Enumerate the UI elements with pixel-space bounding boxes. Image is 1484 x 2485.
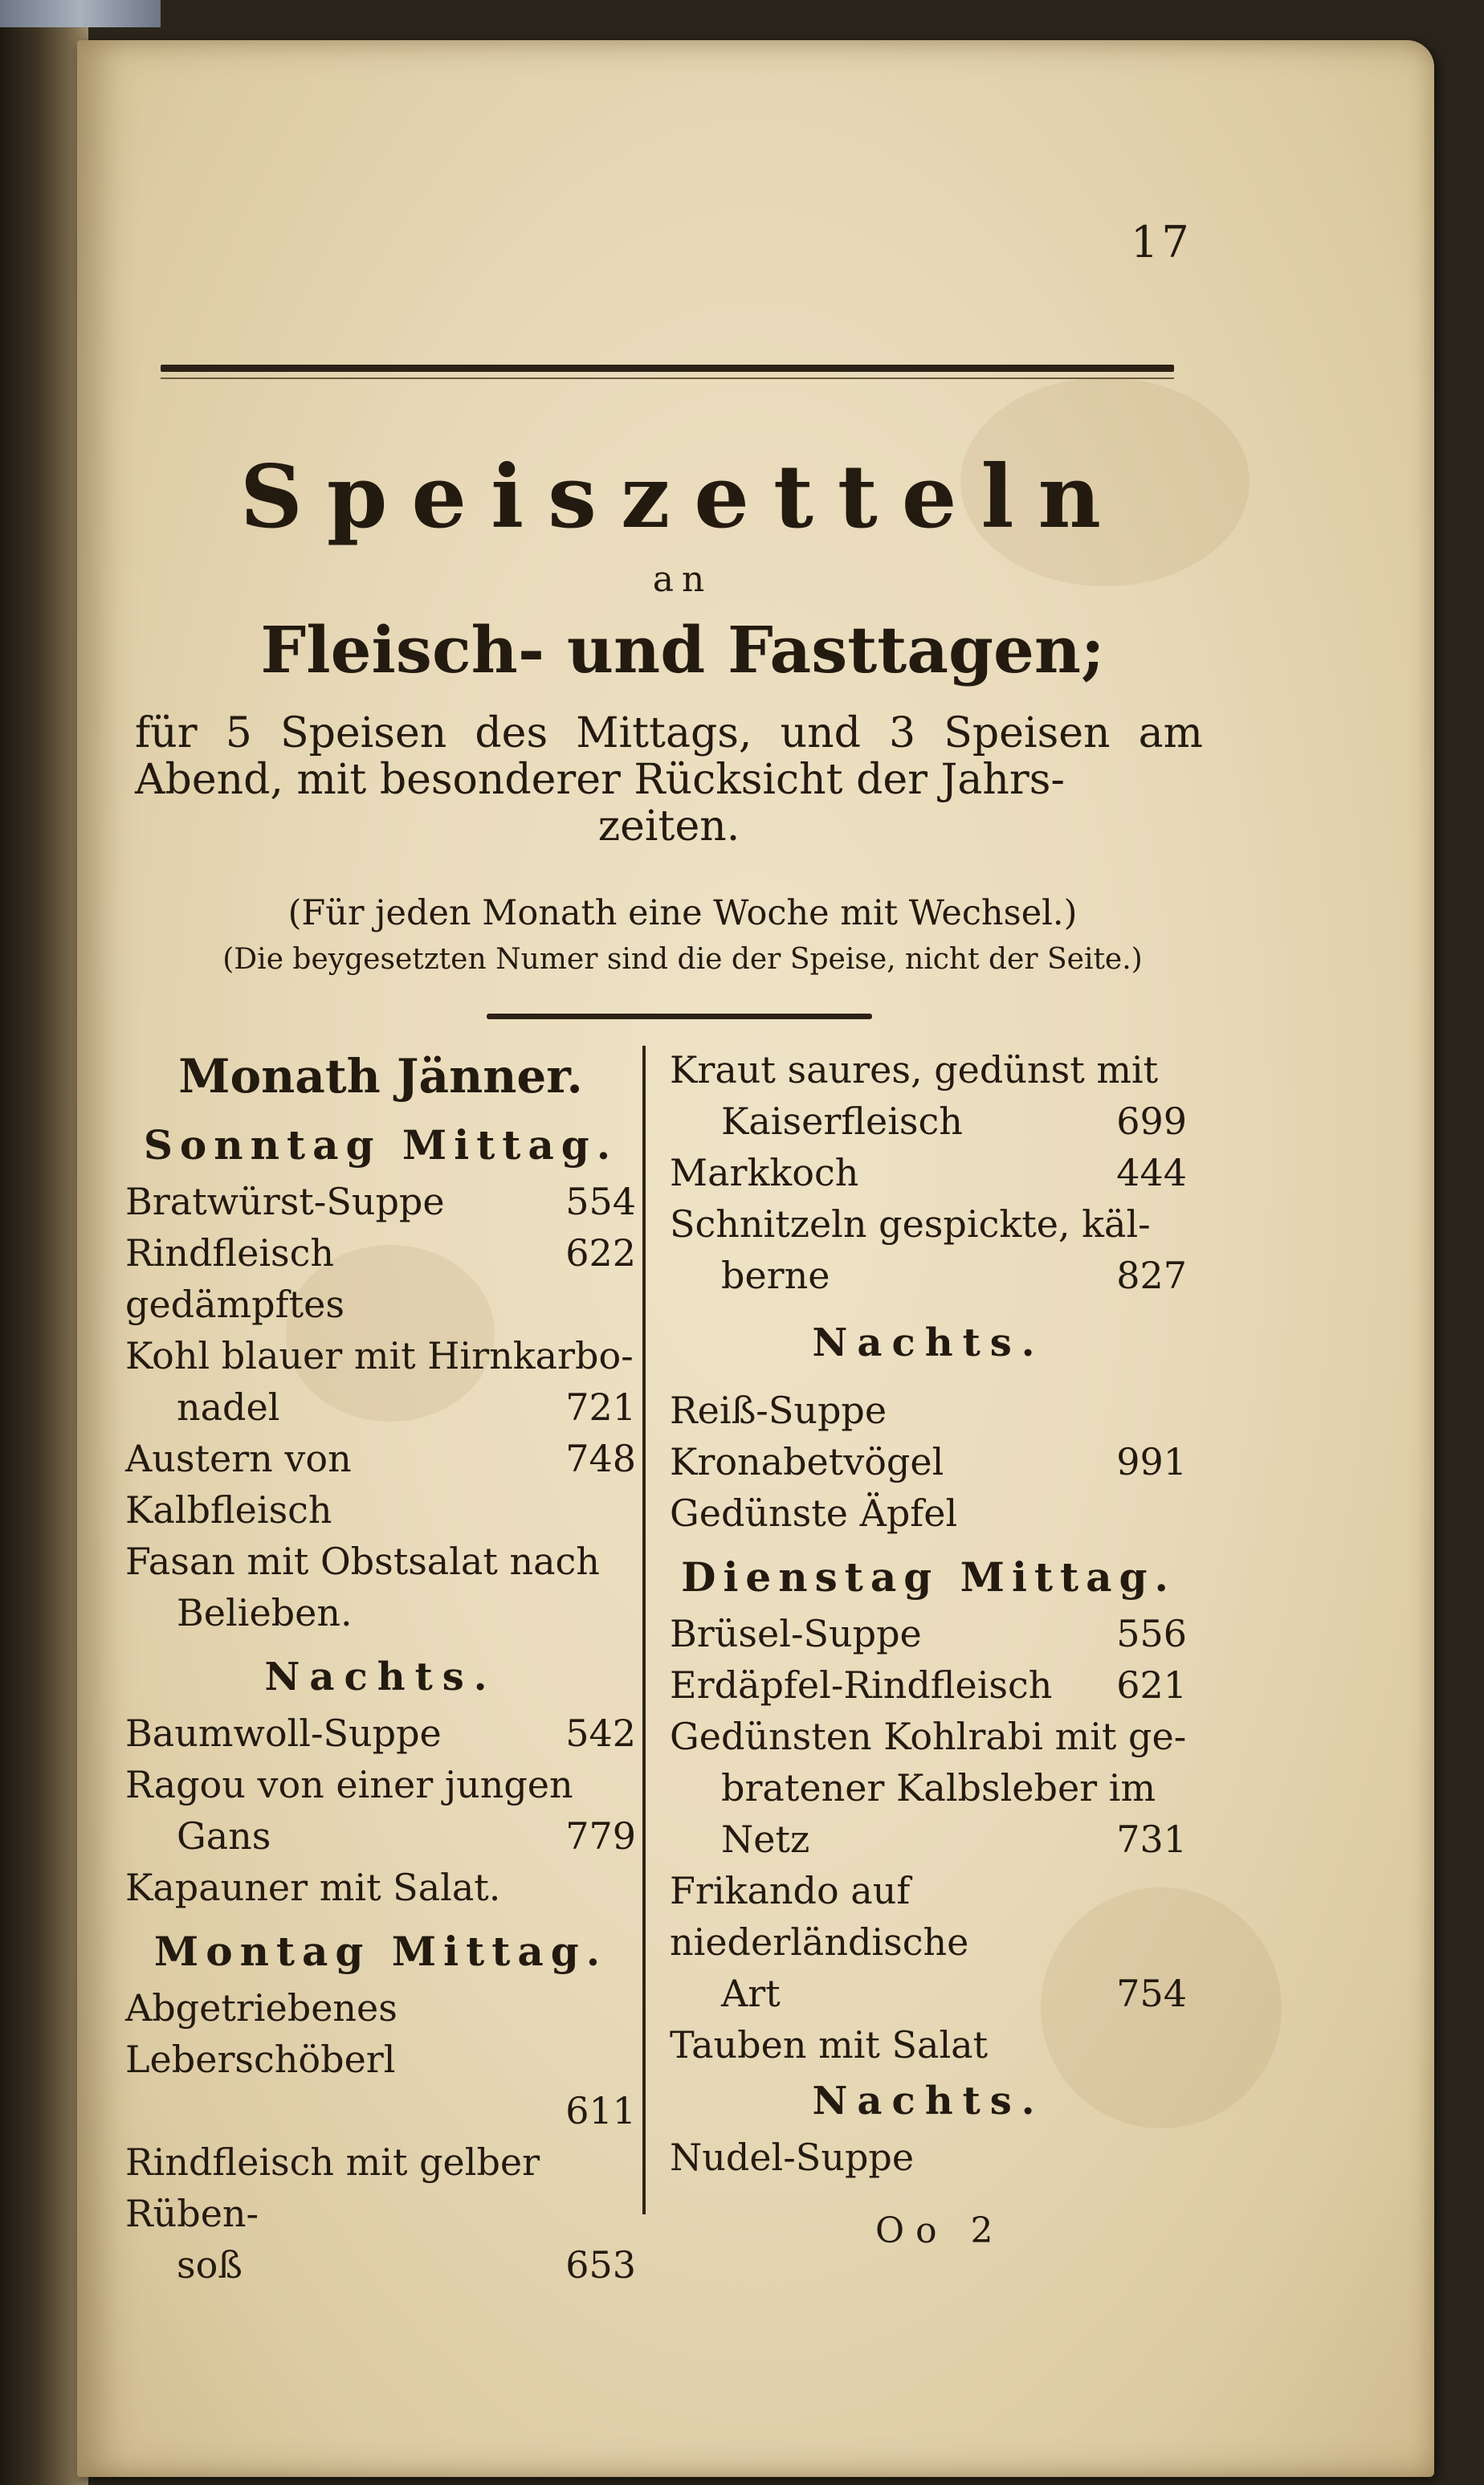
book-binding (0, 0, 88, 2485)
dish-name-cont: Belieben. (177, 1591, 353, 1634)
dish-number: 721 (565, 1385, 636, 1429)
column-divider (642, 1046, 646, 2214)
dish-name: Bratwürst-Suppe (125, 1180, 445, 1223)
dish-name: Rindfleisch mit gelber Rüben- (125, 2140, 540, 2235)
header-rule-thin (161, 377, 1174, 379)
menu-entry (670, 1198, 1187, 1301)
dish-name-cont: Netz (721, 1818, 810, 1861)
dish-name: Gedünsten Kohlrabi mit ge- (670, 1715, 1187, 1758)
menu-entry (670, 1659, 1187, 1711)
page-subtitle: Fleisch- und Fasttagen; (260, 612, 1105, 688)
dish-name: Ragou von einer jungen (125, 1763, 573, 1806)
nachts-heading: Nachts. (264, 1655, 497, 1700)
dish-number: 731 (1116, 1818, 1187, 1861)
dish-name: Markkoch (670, 1151, 859, 1194)
menu-entry (670, 1487, 1187, 1539)
day-heading-dienstag: Dienstag Mittag. (681, 1553, 1176, 1601)
menu-entry (125, 1982, 636, 2136)
menu-entry (125, 1433, 636, 1536)
dish-number: 556 (1116, 1612, 1187, 1655)
dish-number: 779 (565, 1814, 636, 1858)
dish-name: Frikando auf niederländische (670, 1869, 969, 1964)
month-heading: Monath Jänner. (178, 1049, 583, 1104)
dish-number: 444 (1116, 1151, 1187, 1194)
menu-entry (125, 1759, 636, 1862)
dish-number: 827 (1116, 1254, 1187, 1297)
description-line: Abend, mit besonderer Rücksicht der Jahrs- (135, 756, 1065, 804)
dish-name: Brüsel-Suppe (670, 1612, 922, 1655)
dish-name-cont: Art (721, 1972, 781, 2015)
menu-entry (125, 1708, 636, 1759)
left-column (125, 1044, 636, 2291)
nachts-heading: Nachts. (812, 1320, 1045, 1365)
day-heading-montag: Montag Mittag. (153, 1928, 608, 1975)
menu-entry (670, 1436, 1187, 1487)
menu-entry (670, 1044, 1187, 1147)
dish-name-cont: soß (177, 2243, 243, 2287)
dish-name: Kapauner mit Salat. (125, 1866, 501, 1909)
note-weekly-change: (Für jeden Monath eine Woche mit Wechsel.) (287, 893, 1078, 933)
note-numbers: (Die beygesetzten Numer sind die der Speise, nicht der Seite.) (222, 943, 1143, 976)
day-heading-sonntag: Sonntag Mittag. (143, 1121, 618, 1169)
dish-number: 554 (565, 1180, 636, 1223)
menu-entry (670, 2019, 1187, 2071)
dish-name-cont: berne (721, 1254, 830, 1297)
description-line: für 5 Speisen des Mittags, und 3 Speisen am (135, 709, 1203, 757)
dish-name: Kraut saures, gedünst mit (670, 1048, 1159, 1092)
dish-number: 622 (565, 1231, 636, 1275)
page-title: Speiszetteln (239, 447, 1126, 548)
dish-name-cont: nadel (177, 1385, 280, 1429)
nachts-heading: Nachts. (812, 2079, 1045, 2124)
description (135, 710, 1203, 850)
dish-name: Nudel-Suppe (670, 2136, 915, 2179)
menu-entry (670, 1711, 1187, 1865)
description-line: zeiten. (597, 802, 740, 851)
dish-name-cont: Kaiserfleisch (721, 1100, 963, 1143)
dish-number: 754 (1116, 1972, 1187, 2015)
dish-name: Austern von Kalbfleisch (125, 1437, 352, 1532)
dish-number: 611 (565, 2089, 636, 2132)
signature-mark: Oo 2 (875, 2210, 1005, 2251)
dish-name-cont: Gans (177, 1814, 271, 1858)
dish-name-cont: bratener Kalbsleber im (721, 1766, 1156, 1810)
binding-edge-strip (0, 0, 161, 27)
right-column (670, 1044, 1187, 2183)
page-number: 17 (1131, 217, 1192, 267)
menu-entry (125, 1536, 636, 1638)
menu-entry (670, 2132, 1187, 2183)
dish-number: 653 (565, 2243, 636, 2287)
menu-entry (670, 1608, 1187, 1659)
dish-name: Abgetriebenes Leberschöberl (125, 1986, 398, 2081)
dish-name: Gedünste Äpfel (670, 1491, 958, 1535)
dish-name: Kohl blauer mit Hirnkarbo- (125, 1334, 634, 1377)
menu-entry (670, 1385, 1187, 1436)
header-rule (161, 365, 1174, 372)
menu-entry (670, 1147, 1187, 1198)
menu-entry (125, 1176, 636, 1227)
dish-number: 991 (1116, 1440, 1187, 1483)
dish-number: 699 (1116, 1100, 1187, 1143)
menu-entry (125, 1330, 636, 1433)
dish-name: Erdäpfel-Rindfleisch (670, 1663, 1053, 1707)
dish-number: 542 (565, 1712, 636, 1755)
dish-name: Rindfleisch gedämpftes (125, 1231, 344, 1326)
dish-name: Tauben mit Salat (670, 2023, 989, 2067)
dish-name: Kronabetvögel (670, 1440, 944, 1483)
dish-name: Baumwoll-Suppe (125, 1712, 442, 1755)
section-rule (487, 1014, 872, 1019)
dish-number: 621 (1116, 1663, 1187, 1707)
dish-number: 748 (565, 1437, 636, 1480)
menu-entry (125, 2136, 636, 2291)
title-connector: an (652, 559, 713, 600)
menu-entry (125, 1862, 636, 1913)
menu-entry (670, 1865, 1187, 2019)
dish-name: Schnitzeln gespickte, käl- (670, 1202, 1151, 1246)
dish-name: Reiß-Suppe (670, 1389, 887, 1432)
dish-name: Fasan mit Obstsalat nach (125, 1540, 600, 1583)
menu-entry (125, 1227, 636, 1330)
